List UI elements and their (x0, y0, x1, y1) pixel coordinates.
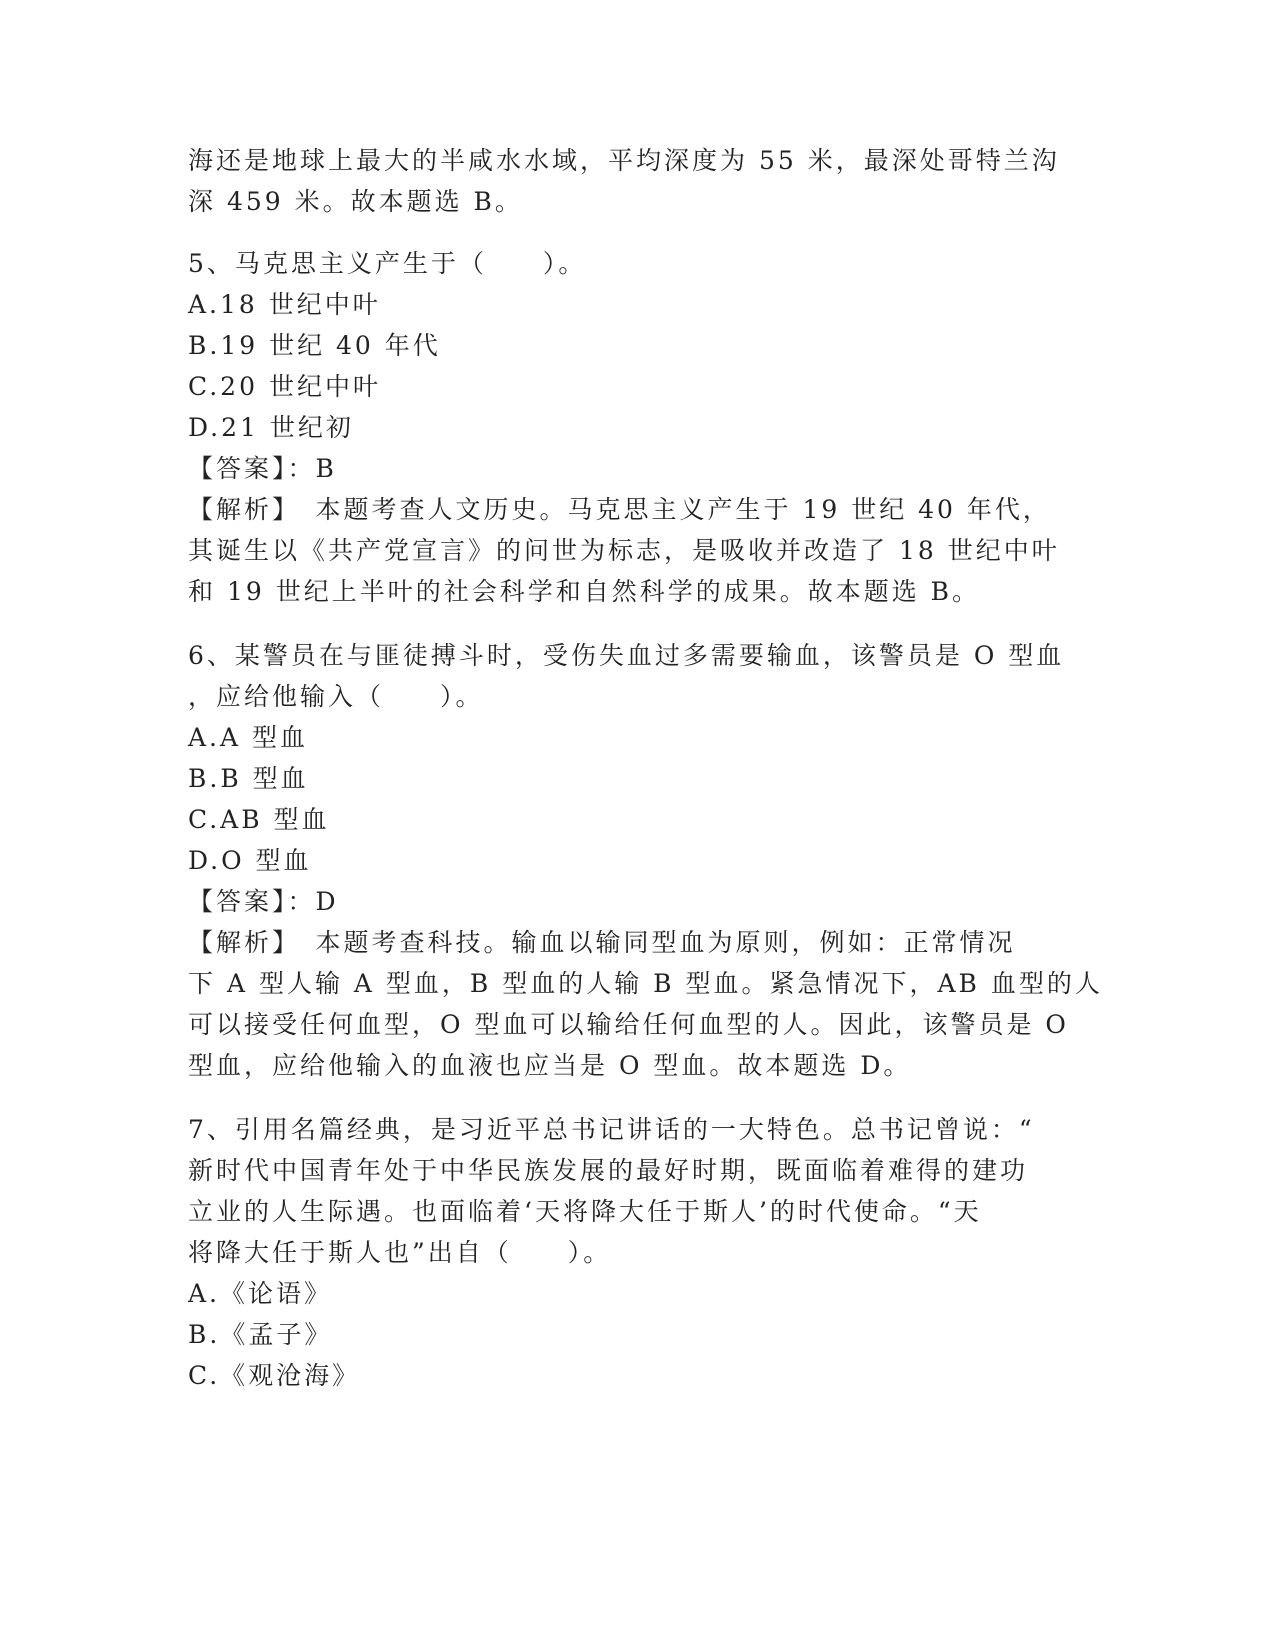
q6-question-line-1: 6、某警员在与匪徒搏斗时，受伤失血过多需要输血，该警员是 O 型血 (188, 641, 1065, 670)
q7-option-c: C.《观沧海》 (188, 1361, 361, 1390)
q5-option-a: A.18 世纪中叶 (188, 290, 381, 319)
q6-option-c: C.AB 型血 (188, 805, 330, 834)
q5-option-d: D.21 世纪初 (188, 413, 354, 442)
q6-analysis-line-2: 下 A 型人输 A 型血，B 型血的人输 B 型血。紧急情况下，AB 血型的人 (188, 969, 1103, 998)
q7-option-a: A.《论语》 (188, 1279, 333, 1308)
q5-option-b: B.19 世纪 40 年代 (188, 331, 441, 360)
q7-question-line-1: 7、引用名篇经典，是习近平总书记讲话的一大特色。总书记曾说：“ (188, 1115, 1035, 1144)
q6-option-b: B.B 型血 (188, 764, 309, 793)
q6-option-d: D.O 型血 (188, 846, 312, 875)
q5-option-c: C.20 世纪中叶 (188, 372, 381, 401)
q7-question-line-2: 新时代中国青年处于中华民族发展的最好时期，既面临着难得的建功 (188, 1156, 1029, 1185)
q6-answer: 【答案】：D (188, 887, 339, 916)
q6-question-line-2: ，应给他输入（ ）。 (188, 682, 484, 711)
q6-analysis-line-4: 型血，应给他输入的血液也应当是 O 型血。故本题选 D。 (188, 1051, 912, 1080)
q6-option-a: A.A 型血 (188, 723, 309, 752)
q7-option-b: B.《孟子》 (188, 1320, 333, 1349)
q6-analysis-line-1: 【解析】 本题考查科技。输血以输同型血为原则，例如：正常情况 (188, 928, 1016, 957)
q5-question: 5、马克思主义产生于（ ）。 (188, 249, 587, 278)
continuation-line-1: 海还是地球上最大的半咸水水域，平均深度为 55 米，最深处哥特兰沟 (188, 146, 1060, 175)
q6-analysis-line-3: 可以接受任何血型，O 型血可以输给任何血型的人。因此，该警员是 O (188, 1010, 1069, 1039)
q7-question-line-3: 立业的人生际遇。也面临着‘天将降大任于斯人’的时代使命。“天 (188, 1197, 982, 1226)
q7-question-line-4: 将降大任于斯人也”出自（ ）。 (188, 1238, 612, 1267)
q5-analysis-line-3: 和 19 世纪上半叶的社会科学和自然科学的成果。故本题选 B。 (188, 577, 981, 606)
q5-analysis-line-2: 其诞生以《共产党宣言》的问世为标志，是吸收并改造了 18 世纪中叶 (188, 536, 1060, 565)
q5-answer: 【答案】：B (188, 454, 337, 483)
continuation-line-2: 深 459 米。故本题选 B。 (188, 187, 523, 216)
q5-analysis-line-1: 【解析】 本题考查人文历史。马克思主义产生于 19 世纪 40 年代， (188, 495, 1051, 524)
